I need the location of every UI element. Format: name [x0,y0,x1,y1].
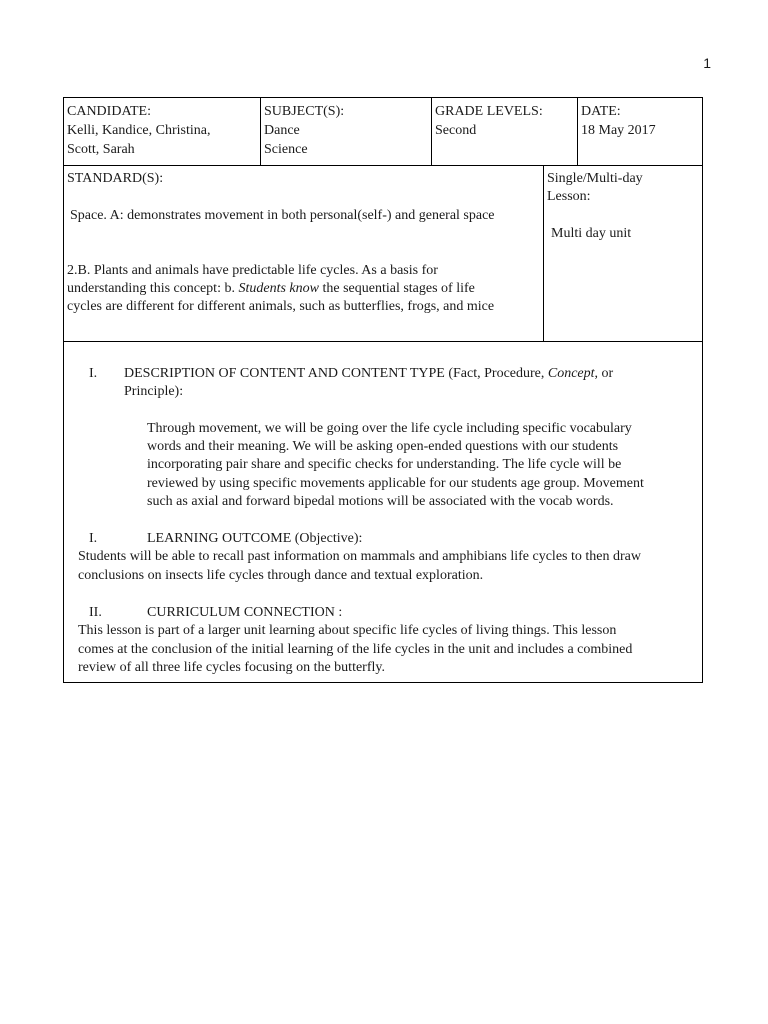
section-1-heading: DESCRIPTION OF CONTENT AND CONTENT TYPE (Fact, Procedure, Concept, or [124,366,614,381]
lesson-type-value: Multi day unit [551,226,632,241]
section-3-body-line1: This lesson is part of a larger unit learning about specific life cycles of living things. This lesson [78,623,617,638]
section-3-heading: CURRICULUM CONNECTION : [147,605,343,620]
subject-cell [261,98,432,165]
date-label: DATE: [581,104,621,119]
page-number: 1 [703,55,711,71]
section-1-body-line2: words and their meaning. We will be asking open-ended questions with our students [147,439,619,454]
lesson-type-label-2: Lesson: [547,189,591,204]
standards-cell [64,165,544,341]
candidate-names-line1: Kelli, Kandice, Christina, [67,123,211,138]
lesson-type-label-1: Single/Multi-day [547,171,643,186]
section-1-body-line3: incorporating pair share and specific checks for understanding. The life cycle will be [147,457,622,472]
section-3-body-line3: review of all three life cycles focusing on the butterfly. [78,660,385,675]
standards-row [64,165,702,342]
date-cell [578,98,702,165]
standard-science-line3: cycles are different for different animals, such as butterflies, frogs, and mice [67,299,495,314]
section-1-body-line4: reviewed by using specific movements applicable for our students age group. Movement [147,476,644,491]
candidate-cell [64,98,261,165]
subject-label: SUBJECT(S): [264,104,345,119]
section-2-number: I. [89,531,98,546]
standard-science-line2: understanding this concept: b. Students know the sequential stages of life [67,281,475,296]
standard-space: Space. A: demonstrates movement in both personal(self-) and general space [70,208,495,223]
lesson-plan-table [63,97,703,683]
candidate-names-line2: Scott, Sarah [67,142,135,157]
section-3-body-line2: comes at the conclusion of the initial learning of the life cycles in the unit and includes a combined [78,642,633,657]
candidate-label: CANDIDATE: [67,104,151,119]
section-2-body-line2: conclusions on insects life cycles through dance and textual exploration. [78,568,484,583]
subject-science: Science [264,142,308,157]
section-1-number: I. [89,366,98,381]
date-value: 18 May 2017 [581,123,656,138]
content-sections [64,341,702,682]
grade-value: Second [435,123,477,138]
standard-science-line1: 2.B. Plants and animals have predictable life cycles. As a basis for [67,263,438,278]
section-1-heading-cont: Principle): [124,384,184,399]
header-row [64,98,702,166]
section-2-body-line1: Students will be able to recall past information on mammals and amphibians life cycles to then draw [78,549,641,564]
standards-label: STANDARD(S): [67,171,164,186]
section-1-body-line1: Through movement, we will be going over the life cycle including specific vocabulary [147,421,632,436]
subject-dance: Dance [264,123,300,138]
grade-cell [432,98,578,165]
lesson-type-cell [544,165,702,341]
section-3-number: II. [89,605,102,620]
grade-label: GRADE LEVELS: [435,104,543,119]
section-2-heading: LEARNING OUTCOME (Objective): [147,531,363,546]
section-1-body-line5: such as axial and forward bipedal motions will be associated with the vocab words. [147,494,614,509]
